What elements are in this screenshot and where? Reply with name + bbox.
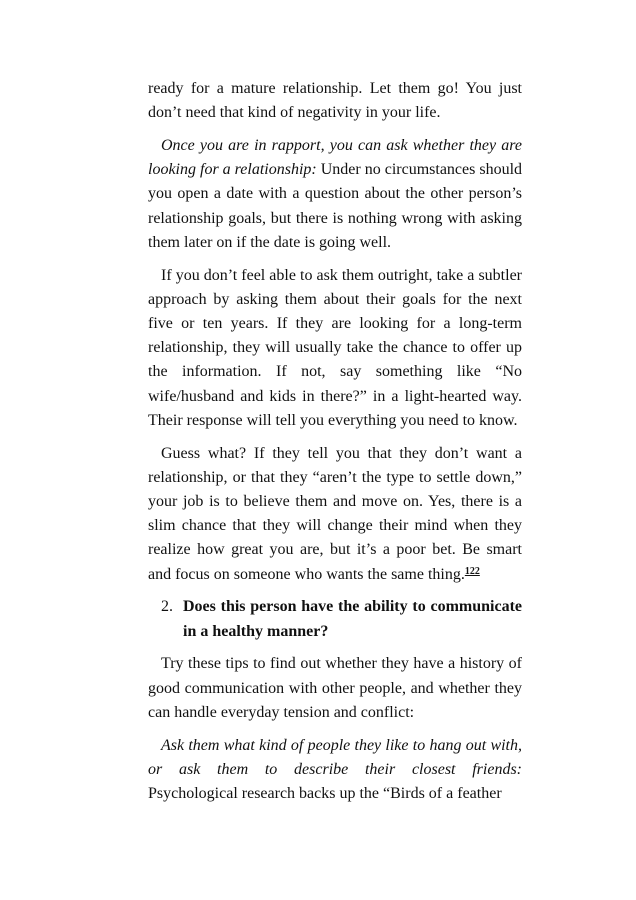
- paragraph-5: Try these tips to find out whether they have a history of good communication with other people, and whether they can handle everyday tension and conflict:: [148, 655, 522, 721]
- paragraph-4: [148, 442, 522, 587]
- paragraph-6-body: Psychological research backs up the “Birds of a feather: [148, 785, 502, 803]
- paragraph-3: If you don’t feel able to ask them outright, take a subtler approach by asking them about their goals for the next five or ten years. If they are looking for a long-term relationship, they will usually take the chance to offer up the information. If not, say something like “No wife/husband and kids in there?” in a light-hearted way. Their response will tell you everything you need to know.: [148, 266, 522, 429]
- footnote-reference[interactable]: 122: [464, 565, 480, 577]
- paragraph-2-body: Under no circumstances should you open a date with a question about the other person’s relationship goals, but there is nothing wrong with asking them later on if the date is going well.: [148, 161, 523, 251]
- paragraph-6-italic-lead: Ask them what kind of people they like to hang out with, or ask them to describe their closest friends:: [148, 736, 522, 778]
- paragraph-2: [148, 134, 522, 255]
- paragraph-1: ready for a mature relationship. Let them go! You just don’t need that kind of negativity in your life.: [148, 80, 522, 122]
- book-page: [148, 77, 522, 815]
- heading-number: 2.: [161, 598, 173, 616]
- numbered-heading: [148, 595, 522, 643]
- paragraph-4-body: Guess what? If they tell you that they don’t want a relationship, or that they “aren’t the type to settle down,” your job is to believe them and move on. Yes, there is a slim chance that they will change their mind when they realize how great you are, but it’s a poor bet. Be smart and focus on someone who wants the same thing.: [148, 444, 522, 583]
- paragraph-6: [148, 734, 522, 807]
- heading-text: Does this person have the ability to communicate in a healthy manner?: [183, 598, 522, 640]
- paragraph-2-italic-lead: Once you are in rapport, you can ask whether they are looking for a relationship:: [148, 137, 522, 179]
